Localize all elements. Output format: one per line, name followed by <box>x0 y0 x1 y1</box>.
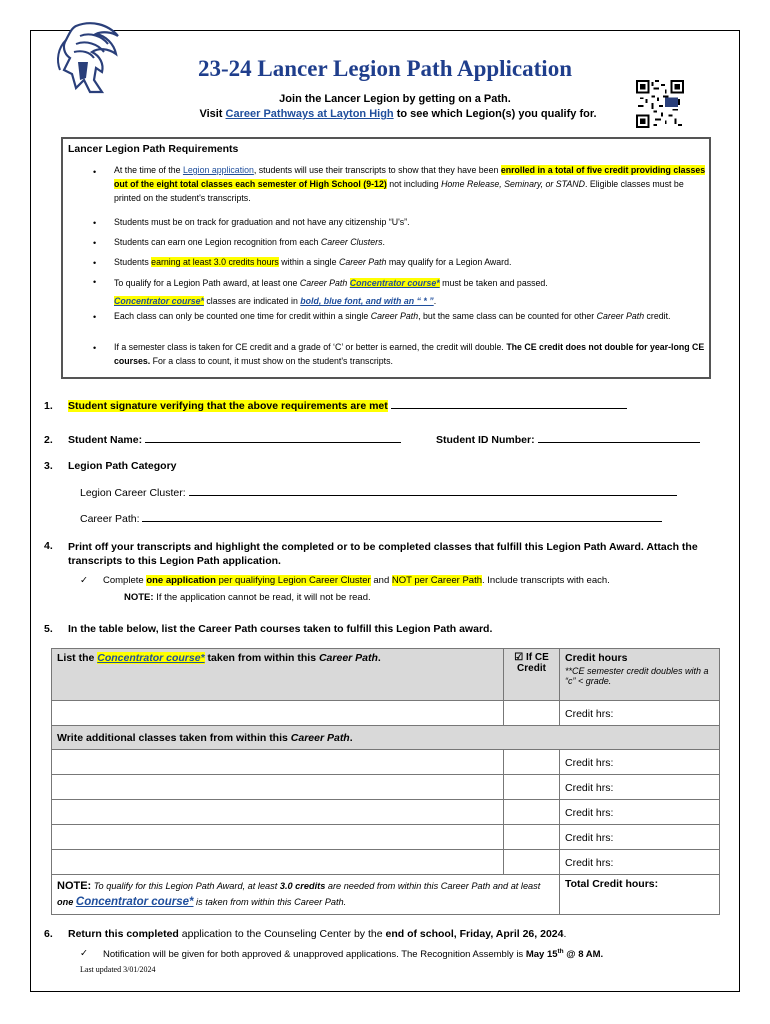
last-updated: Last updated 3/01/2024 <box>80 965 156 974</box>
ce-checkbox-cell[interactable] <box>504 850 560 875</box>
intro-line-2: Visit Career Pathways at Layton High to see which Legion(s) you qualify for. <box>199 108 597 120</box>
course-cell[interactable] <box>52 825 504 850</box>
check-icon: ✓ <box>80 948 88 959</box>
ce-checkbox-cell[interactable] <box>504 750 560 775</box>
credit-hrs-cell[interactable]: Credit hrs: <box>560 850 720 875</box>
course-cell[interactable] <box>52 701 504 726</box>
item-number-6: 6. <box>44 928 53 940</box>
qr-code <box>636 80 684 128</box>
table-row <box>52 750 720 775</box>
signature-field[interactable]: Student signature verifying that the above requirements are met <box>68 400 627 412</box>
table-row <box>52 775 720 800</box>
legion-application-link[interactable]: Legion application <box>182 165 254 175</box>
readable-note: NOTE: If the application cannot be read, it will not be read. <box>124 592 371 603</box>
career-pathways-link[interactable]: Career Pathways at Layton High <box>225 108 394 120</box>
requirement-1: At the time of the Legion application, students will use their transcripts to show that they have been enrolled in a total of five credit providing classes out of the eight total classes each semester of High School (9-12) not including Home Release, Seminary, or STAND. Eligible classes must be printed on the student's transcripts. <box>114 165 706 203</box>
bullet: • <box>93 343 97 353</box>
bullet: • <box>93 167 97 177</box>
bullet: • <box>93 258 97 268</box>
course-cell[interactable] <box>52 800 504 825</box>
course-cell[interactable] <box>52 750 504 775</box>
requirement-3: Students can earn one Legion recognition from each Career Clusters. <box>114 237 385 247</box>
legion-career-cluster-field[interactable]: Legion Career Cluster: <box>80 487 677 499</box>
notification-note: Notification will be given for both approved & unapproved applications. The Recognition Assembly is May 15th @ 8 AM. <box>103 948 604 961</box>
requirement-2: Students must be on track for graduation and not have any citizenship “U's”. <box>114 217 410 227</box>
header-concentrator-course: List the Concentrator course* taken from within this Career Path. <box>52 649 504 701</box>
bullet: • <box>93 312 97 322</box>
ce-checkbox-cell[interactable] <box>504 775 560 800</box>
course-table <box>51 648 720 915</box>
requirement-6: Each class can only be counted one time for credit within a single Career Path, but the same class can be counted for other Career Path credit. <box>114 311 671 321</box>
table-subheader-row <box>52 726 720 750</box>
credit-hrs-cell[interactable]: Credit hrs: <box>560 825 720 850</box>
legion-path-category-label: Legion Path Category <box>68 460 177 472</box>
return-instruction: Return this completed application to the Counseling Center by the end of school, Friday, April 26, 2024. <box>68 928 567 940</box>
bullet: • <box>93 277 97 287</box>
page-title: 23-24 Lancer Legion Path Application <box>198 56 572 81</box>
table-footer-row <box>52 875 720 915</box>
requirement-4: Students earning at least 3.0 credits hours within a single Career Path may qualify for a Legion Award. <box>114 257 512 267</box>
ce-checkbox-cell[interactable] <box>504 825 560 850</box>
student-name-field[interactable]: Student Name: <box>68 434 401 446</box>
student-id-field[interactable]: Student ID Number: <box>436 434 700 446</box>
bullet: • <box>93 218 97 228</box>
table-row <box>52 800 720 825</box>
table-instruction: In the table below, list the Career Path courses taken to fulfill this Legion Path award. <box>68 623 493 635</box>
table-row <box>52 850 720 875</box>
requirement-7: If a semester class is taken for CE credit and a grade of ‘C’ or better is earned, the credit will double. The CE credit does not double for year-long CE courses. For a class to count, it must show on the student's transcripts. <box>114 342 705 366</box>
transcripts-instruction: Print off your transcripts and highlight the completed or to be completed classes that fulfill this Legion Path Award. Attach the transcripts to this Legion Path application. <box>68 541 698 567</box>
table-header-row <box>52 649 720 701</box>
total-credit-hours-cell[interactable]: Total Credit hours: <box>560 875 720 915</box>
credit-hrs-cell[interactable]: Credit hrs: <box>560 750 720 775</box>
bullet: • <box>93 238 97 248</box>
course-cell[interactable] <box>52 850 504 875</box>
item-number-3: 3. <box>44 460 53 472</box>
career-path-field[interactable]: Career Path: <box>80 513 662 525</box>
requirements-title: Lancer Legion Path Requirements <box>68 143 239 155</box>
table-row <box>52 701 720 726</box>
check-icon: ✓ <box>80 575 88 586</box>
credit-hrs-cell[interactable]: Credit hrs: <box>560 701 720 726</box>
header-credit-hours: Credit hours **CE semester credit doubles with a “c” < grade. <box>560 649 720 701</box>
application-note: Complete one application per qualifying Legion Career Cluster and NOT per Career Path. Include transcripts with each. <box>103 575 610 586</box>
additional-classes-label: Write additional classes taken from within this Career Path. <box>52 726 720 750</box>
item-number-1: 1. <box>44 400 53 412</box>
intro-line-1: Join the Lancer Legion by getting on a Path. <box>279 93 511 105</box>
credit-hrs-cell[interactable]: Credit hrs: <box>560 775 720 800</box>
ce-checkbox-cell[interactable] <box>504 800 560 825</box>
item-number-5: 5. <box>44 623 53 635</box>
credit-requirement-note: NOTE: To qualify for this Legion Path Award, at least 3.0 credits are needed from within this Career Path and at least one Concentrator course* is taken from within this Career Path. <box>52 875 560 915</box>
course-cell[interactable] <box>52 775 504 800</box>
table-row <box>52 825 720 850</box>
item-number-2: 2. <box>44 434 53 446</box>
ce-checkbox-cell[interactable] <box>504 701 560 726</box>
header-ce-credit: ☑ If CE Credit <box>504 649 560 701</box>
item-number-4: 4. <box>44 540 53 552</box>
requirement-5: To qualify for a Legion Path award, at least one Career Path Concentrator course* must be taken and passed. Concentrator course* classes are indicated in bold, blue font, and with an “ * ”. <box>114 278 548 306</box>
credit-hrs-cell[interactable]: Credit hrs: <box>560 800 720 825</box>
